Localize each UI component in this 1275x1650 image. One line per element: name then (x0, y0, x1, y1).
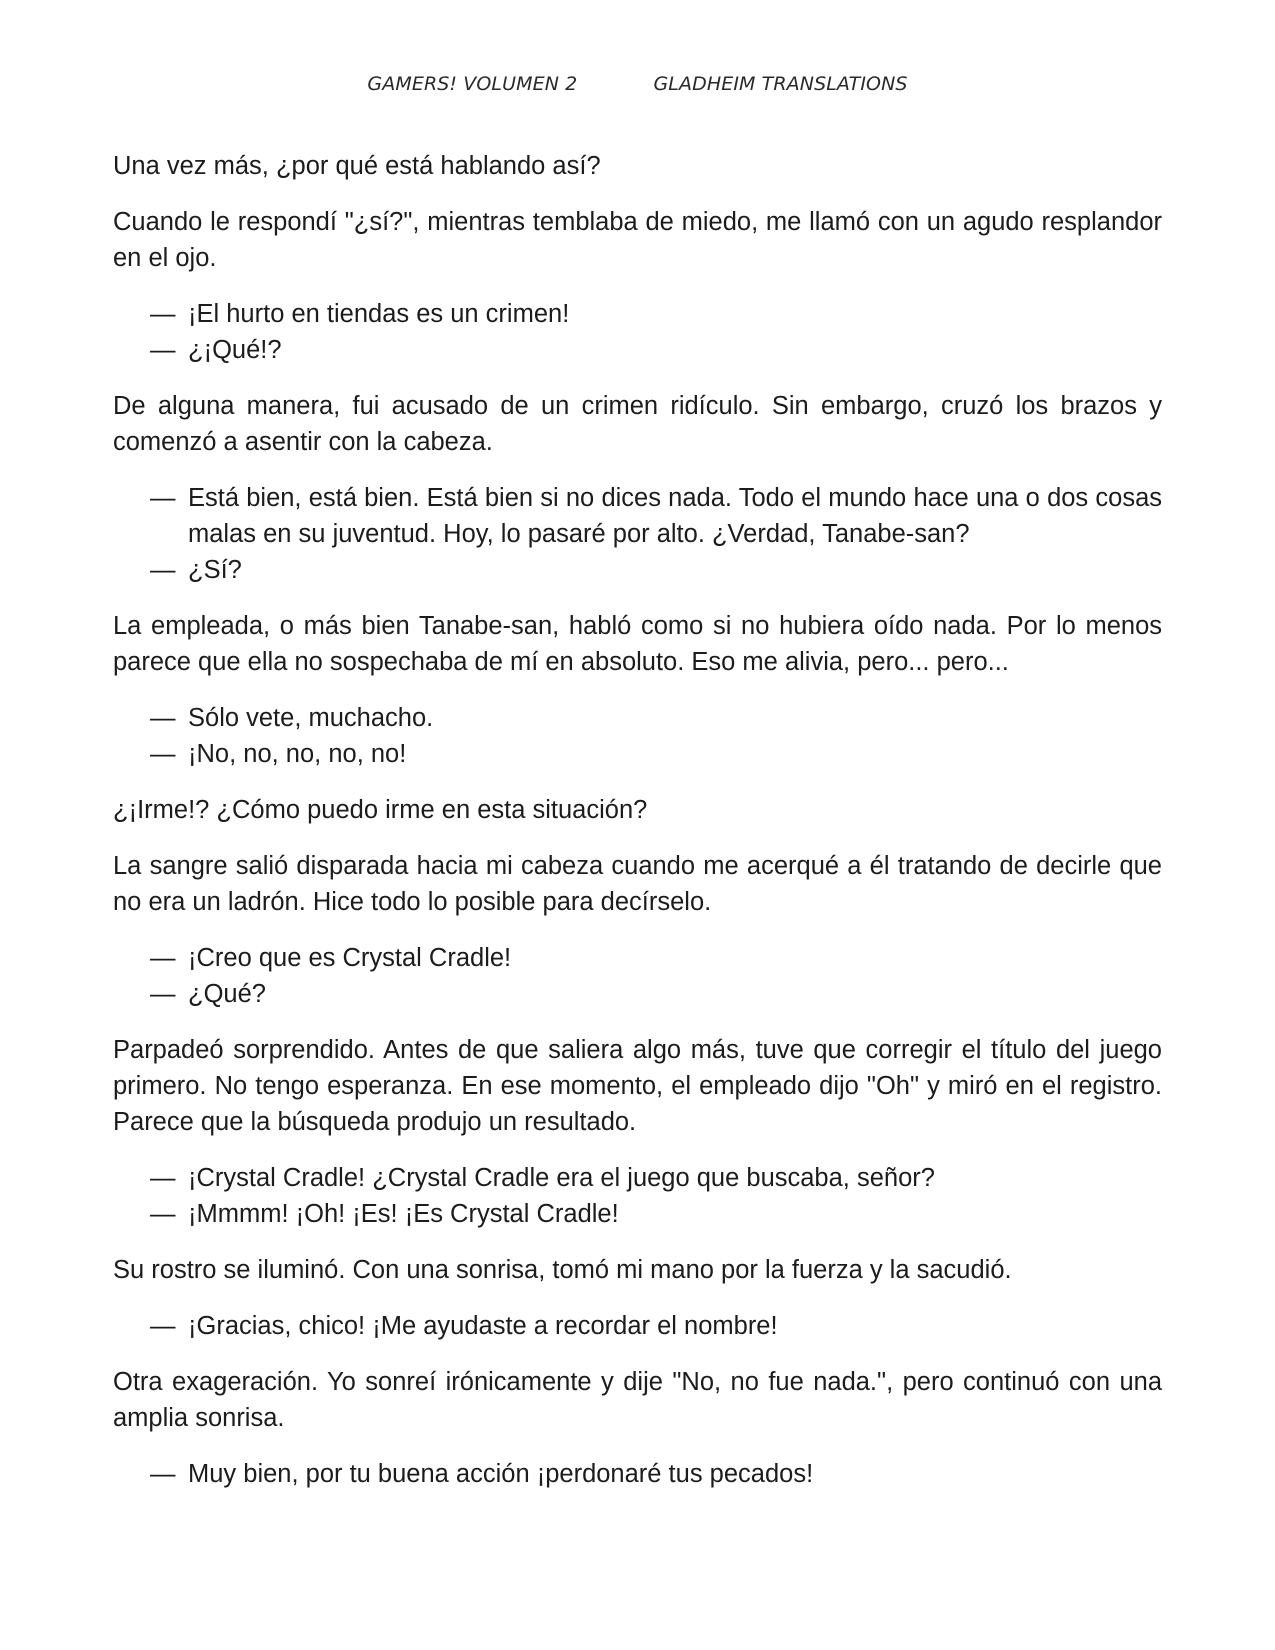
dialogue-dash: — (150, 336, 176, 364)
dialogue-dash: — (150, 980, 176, 1008)
header-book-title: GAMERS! VOLUMEN 2 (367, 73, 578, 95)
dialogue-block (113, 1456, 1162, 1492)
dialogue-line (113, 296, 1162, 332)
dialogue-dash: — (150, 1312, 176, 1340)
dialogue-block (113, 700, 1162, 772)
dialogue-line (113, 480, 1162, 552)
dialogue-dash: — (150, 484, 176, 512)
dialogue-line (113, 552, 1162, 588)
dialogue-dash: — (150, 300, 176, 328)
paragraph: La empleada, o más bien Tanabe-san, habló como si no hubiera oído nada. Por lo menos parece que ella no sospechaba de mí en absoluto. Eso me alivia, pero... pero... (113, 612, 1162, 676)
dialogue-text: ¡Mmmm! ¡Oh! ¡Es! ¡Es Crystal Cradle! (188, 1200, 619, 1228)
dialogue-text: ¡El hurto en tiendas es un crimen! (188, 300, 570, 328)
dialogue-line (113, 1160, 1162, 1196)
dialogue-text: ¡Creo que es Crystal Cradle! (188, 944, 512, 972)
dialogue-line (113, 1456, 1162, 1492)
paragraph: ¿¡Irme!? ¿Cómo puedo irme en esta situación? (113, 796, 648, 824)
dialogue-block (113, 1308, 1162, 1344)
dialogue-dash: — (150, 1200, 176, 1228)
paragraph: De alguna manera, fui acusado de un crimen ridículo. Sin embargo, cruzó los brazos y comenzó a asentir con la cabeza. (113, 392, 1162, 456)
dialogue-line (113, 736, 1162, 772)
dialogue-text: Muy bien, por tu buena acción ¡perdonaré tus pecados! (188, 1460, 814, 1488)
paragraph: La sangre salió disparada hacia mi cabeza cuando me acerqué a él tratando de decirle que no era un ladrón. Hice todo lo posible para decírselo. (113, 852, 1162, 916)
body-text (113, 148, 1162, 1512)
dialogue-block (113, 1160, 1162, 1232)
dialogue-line (113, 1308, 1162, 1344)
running-header (0, 73, 1275, 95)
dialogue-line (113, 332, 1162, 368)
dialogue-block (113, 296, 1162, 368)
dialogue-text: ¿Qué? (188, 980, 266, 1008)
dialogue-block (113, 480, 1162, 588)
dialogue-line (113, 940, 1162, 976)
dialogue-text: Sólo vete, muchacho. (188, 704, 434, 732)
dialogue-line (113, 1196, 1162, 1232)
dialogue-text: Está bien, está bien. Está bien si no dices nada. Todo el mundo hace una o dos cosas malas en su juventud. Hoy, lo pasaré por alto. ¿Verdad, Tanabe-san? (188, 484, 1162, 548)
dialogue-dash: — (150, 704, 176, 732)
dialogue-text: ¡Gracias, chico! ¡Me ayudaste a recordar el nombre! (188, 1312, 778, 1340)
dialogue-text: ¡Crystal Cradle! ¿Crystal Cradle era el juego que buscaba, señor? (188, 1164, 935, 1192)
dialogue-dash: — (150, 1460, 176, 1488)
dialogue-text: ¿¡Qué!? (188, 336, 282, 364)
dialogue-text: ¡No, no, no, no, no! (188, 740, 407, 768)
dialogue-dash: — (150, 556, 176, 584)
paragraph: Parpadeó sorprendido. Antes de que saliera algo más, tuve que corregir el título del juego primero. No tengo esperanza. En ese momento, el empleado dijo "Oh" y miró en el registro. Parece que la búsqueda produjo un resultado. (113, 1036, 1162, 1136)
dialogue-text: ¿Sí? (188, 556, 242, 584)
dialogue-dash: — (150, 1164, 176, 1192)
dialogue-dash: — (150, 740, 176, 768)
paragraph: Cuando le respondí "¿sí?", mientras temblaba de miedo, me llamó con un agudo resplandor en el ojo. (113, 208, 1162, 272)
header-translator: GLADHEIM TRANSLATIONS (653, 73, 908, 95)
dialogue-line (113, 700, 1162, 736)
paragraph: Otra exageración. Yo sonreí irónicamente y dije "No, no fue nada.", pero continuó con una amplia sonrisa. (113, 1368, 1162, 1432)
paragraph: Una vez más, ¿por qué está hablando así? (113, 152, 601, 180)
dialogue-dash: — (150, 944, 176, 972)
dialogue-line (113, 976, 1162, 1012)
dialogue-block (113, 940, 1162, 1012)
paragraph: Su rostro se iluminó. Con una sonrisa, tomó mi mano por la fuerza y la sacudió. (113, 1256, 1012, 1284)
